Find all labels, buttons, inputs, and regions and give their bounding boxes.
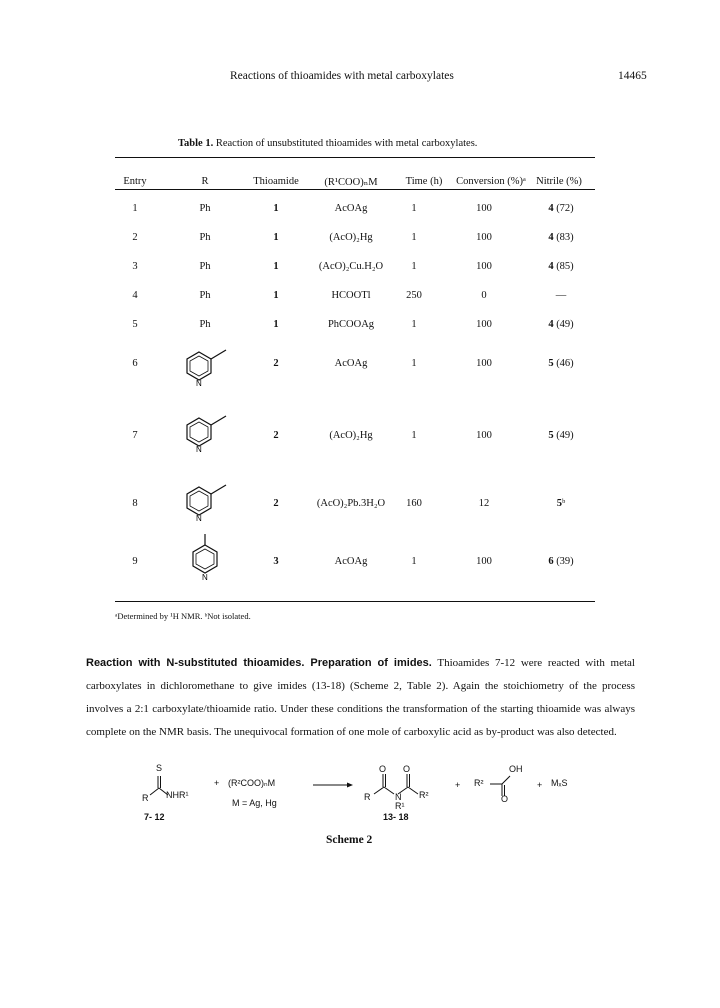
column-header: Time (h) [405,176,443,187]
conversion-cell: 100 [476,556,492,567]
pyridin-4-yl-structure [176,532,236,584]
plus-sign: + [537,780,543,790]
time-cell: 1 [411,203,417,214]
thioamide-cell: 3 [273,556,279,567]
column-header: Entry [123,176,147,187]
scheme-label: Scheme 2 [326,834,373,846]
reaction-arrow [313,780,353,790]
ring-atom-label: N [196,514,202,523]
conversion-cell: 100 [476,261,492,272]
nitrile-cell: 5 (49) [548,430,574,441]
reagent-cell: HCOOTl [331,290,371,301]
reagent-cell: AcOAg [334,556,368,567]
reactant-compound-label: 7- 12 [144,812,165,822]
entry-cell: 5 [132,319,138,330]
pyridin-3-yl-structure [176,409,236,455]
thioamide-cell: 2 [273,358,279,369]
time-cell: 1 [411,232,417,243]
table-top-rule [115,157,595,158]
ring-atom-label: N [196,445,202,454]
table-bottom-rule [115,601,595,602]
imide-r1-group: R¹ [395,801,405,811]
column-header: (R¹COO)ₙM [324,177,378,188]
r-cell: Ph [199,319,211,330]
conversion-cell: 100 [476,232,492,243]
plus-sign: + [214,778,220,788]
paragraph-body: Thioamides 7-12 were reacted with metal carboxylates in dichloromethane to give imides (13-18) (Scheme 2, Table 2). Again the stoichiometry of the process involves a 2:1 carboxylate/thioamide ratio. Under these conditions the transformation of the starting thioamide was always complete on the NMR basis. The unequivocal formation of one mole of carboxylic acid as by-product was also detected. [86,657,635,738]
r-cell: Ph [199,203,211,214]
thioamide-r-group: R [142,793,149,803]
r-cell: Ph [199,290,211,301]
reagent-cell: AcOAg [334,358,368,369]
running-title: Reactions of thioamides with metal carboxylates [230,70,454,82]
reagent-cell: (AcO)₂Pb.3H₂O [316,498,386,509]
imide-r2-group: R² [419,790,429,800]
thioamide-cell: 1 [273,261,279,272]
thioamide-cell: 1 [273,319,279,330]
body-paragraph [86,652,635,744]
entry-cell: 1 [132,203,138,214]
nitrile-cell: 4 (49) [548,319,574,330]
table-caption [178,138,477,149]
entry-cell: 3 [132,261,138,272]
thioamide-s-atom: S [156,763,163,773]
running-header [0,70,720,86]
nitrile-cell: 5 (46) [548,358,574,369]
time-cell: 250 [406,290,422,301]
thioamide-cell: 1 [273,203,279,214]
entry-cell: 7 [132,430,138,441]
ring-atom-label: N [202,573,208,582]
r-cell: Ph [199,261,211,272]
acid-hydroxyl: OH [509,764,523,774]
entry-cell: 8 [132,498,138,509]
conversion-cell: 0 [481,290,487,301]
nitrile-cell: 6 (39) [548,556,574,567]
imide-n-atom: N [395,792,402,802]
column-header: Nitrile (%) [536,176,582,187]
reagent-cell: (AcO)₂Hg [329,430,373,441]
time-cell: 160 [406,498,422,509]
reagent-cell: PhCOOAg [327,319,375,330]
thioamide-cell: 2 [273,430,279,441]
conversion-cell: 100 [476,203,492,214]
reagent-cell: (AcO)₂Hg [329,232,373,243]
thioamide-nhr1-group: NHR¹ [166,790,189,800]
time-cell: 1 [411,358,417,369]
nitrile-cell: 5ᵇ [556,498,566,509]
metal-sulfide: MₓS [551,778,568,788]
table-caption-label: Table 1. [178,138,214,149]
reagent-cell: AcOAg [334,203,368,214]
nitrile-cell: — [555,290,567,301]
time-cell: 1 [411,556,417,567]
paragraph-lead: Reaction with N-substituted thioamides. Preparation of imides. [86,657,432,669]
product-compound-label: 13- 18 [383,812,409,822]
reagent-cell: (AcO)₂Cu.H₂O [318,261,384,272]
ring-atom-label: N [196,379,202,388]
nitrile-cell: 4 (72) [548,203,574,214]
column-header: Thioamide [253,176,299,187]
column-header: Conversion (%)ᵃ [456,176,526,187]
table-header-rule [115,189,595,190]
entry-cell: 6 [132,358,138,369]
table-footnote: ᵃDetermined by ¹H NMR. ᵇNot isolated. [115,611,251,621]
acid-oxygen: O [501,794,509,804]
thioamide-cell: 1 [273,232,279,243]
imide-r-group: R [364,792,371,802]
conversion-cell: 100 [476,430,492,441]
imide-oxygen: O [403,764,411,774]
nitrile-cell: 4 (83) [548,232,574,243]
entry-cell: 4 [132,290,138,301]
plus-sign: + [455,780,461,790]
conversion-cell: 100 [476,319,492,330]
pyridin-3-yl-structure [176,478,236,524]
metal-condition: M = Ag, Hg [232,798,277,808]
entry-cell: 9 [132,556,138,567]
column-header: R [201,176,209,187]
pyridin-3-yl-structure [176,343,236,389]
r-cell: Ph [199,232,211,243]
time-cell: 1 [411,261,417,272]
imide-oxygen: O [379,764,387,774]
acid-r2-group: R² [474,778,484,788]
conversion-cell: 100 [476,358,492,369]
time-cell: 1 [411,430,417,441]
thioamide-cell: 2 [273,498,279,509]
entry-cell: 2 [132,232,138,243]
page-number: 14465 [618,70,647,82]
carboxylate-reagent: (R²COO)ₙM [228,778,276,788]
conversion-cell: 12 [478,498,490,509]
nitrile-cell: 4 (85) [548,261,574,272]
time-cell: 1 [411,319,417,330]
table-caption-text: Reaction of unsubstituted thioamides with metal carboxylates. [215,138,478,149]
thioamide-cell: 1 [273,290,279,301]
